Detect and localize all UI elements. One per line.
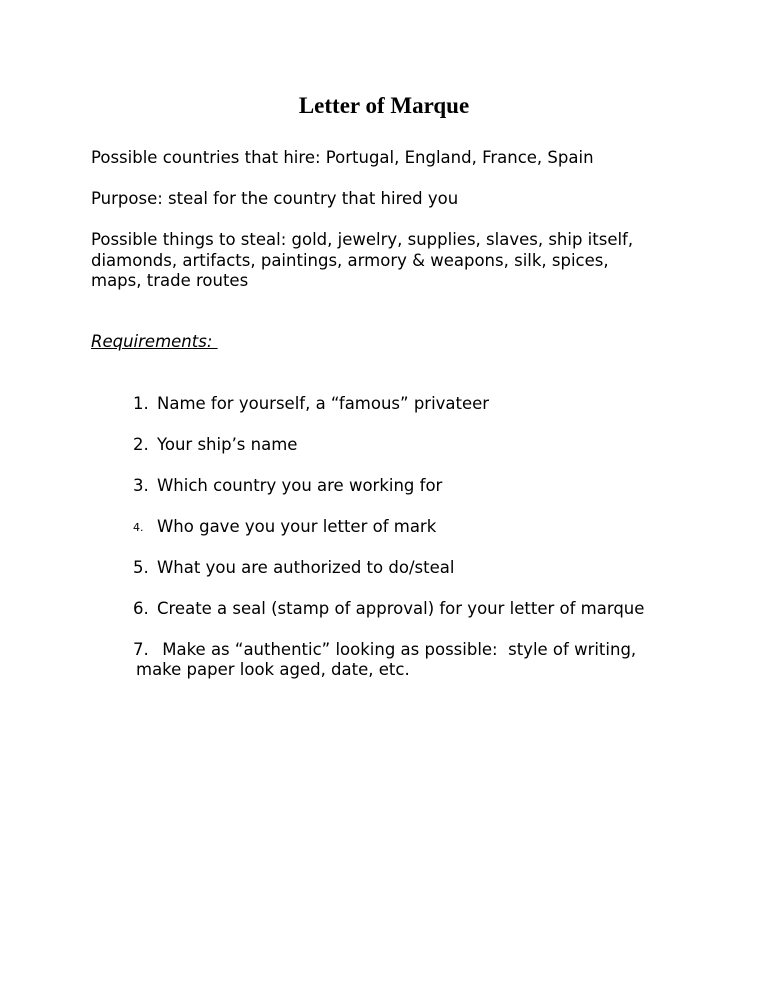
requirement-number: 5. [132,557,149,577]
purpose-paragraph: Purpose: steal for the country that hired you [91,189,459,208]
steal-line: diamonds, artifacts, paintings, armory & weapons, silk, spices, [91,250,609,270]
requirement-text: Who gave you your letter of mark [156,516,437,536]
requirement-text: Make as “authentic” looking as possible: style of writing, [156,639,637,659]
document-title: Letter of Marque [298,93,470,118]
requirement-number: 7. [132,639,149,659]
requirement-number: 2. [132,434,149,454]
steal-line: Possible things to steal: gold, jewelry, supplies, slaves, ship itself, [91,230,634,249]
requirement-text: What you are authorized to do/steal [156,557,455,577]
requirement-number: 4. [132,520,144,534]
steal-line: maps, trade routes [91,271,249,290]
requirement-continuation: make paper look aged, date, etc. [136,660,410,679]
requirements-heading: Requirements: [91,332,218,351]
requirement-number: 6. [132,598,149,618]
requirement-number: 1. [132,393,149,413]
countries-paragraph: Possible countries that hire: Portugal, England, France, Spain [91,148,594,167]
requirement-number: 3. [132,475,149,495]
requirement-text: Your ship’s name [156,434,298,454]
requirement-text: Create a seal (stamp of approval) for your letter of marque [156,598,645,618]
requirement-text: Which country you are working for [156,475,443,495]
requirement-text: Name for yourself, a “famous” privateer [156,393,490,413]
steal-paragraph [91,230,711,292]
